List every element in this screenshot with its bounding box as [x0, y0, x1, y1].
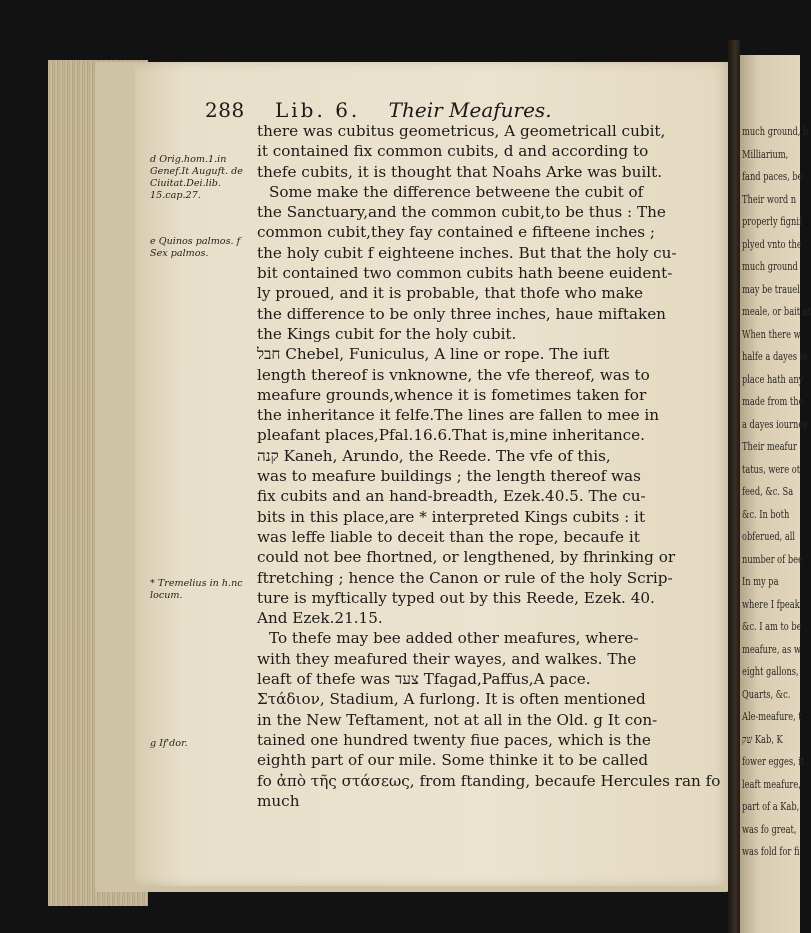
right-page-line: meafure, as w: [742, 642, 801, 656]
text-line: bit contained two common cubits hath beene euident-: [257, 264, 673, 283]
page-number: 288: [205, 98, 245, 122]
right-page-line: Their word n: [742, 192, 797, 206]
right-page-line: obferued, all: [742, 530, 796, 543]
right-page-line: Milliarium,: [742, 147, 789, 161]
right-page-line: When there w: [742, 327, 801, 341]
running-head-book: Lib. 6.: [275, 98, 361, 122]
right-page-line: may be trauel: [742, 282, 800, 296]
text-line: meafure grounds,whence it is fometimes taken for: [257, 385, 647, 404]
margin-note: d Orig.hom.1.in Genef.It Auguft. de Ciuitat.Dei.lib. 15.cap.27.: [150, 154, 243, 201]
right-page-line: plyed vnto the: [742, 237, 802, 251]
right-page-line: eight gallons,: [742, 665, 799, 678]
text-line: the Sanctuary,and the common cubit,to be thus : The: [257, 203, 666, 222]
right-page-line: meale, or bait at: [742, 305, 811, 318]
text-line: common cubit,they fay contained e fifteene inches ;: [257, 223, 656, 242]
text-line: ly proued, and it is probable, that thofe who make: [257, 284, 644, 303]
running-head-title: Their Meafures.: [388, 98, 552, 122]
right-page-line: feed, &c. Sa: [742, 485, 794, 498]
text-line: tained one hundred twenty fiue paces, which is the: [257, 730, 651, 749]
margin-note: e Quinos palmos. f Sex palmos.: [150, 236, 241, 259]
right-page-line: halfe a dayes io: [742, 350, 808, 363]
text-line: leaft of thefe was צעד Tfagad,Paffus,A pace.: [257, 670, 591, 689]
text-line: with they meafured their wayes, and walkes. The: [257, 649, 637, 668]
text-line: And Ezek.21.15.: [257, 609, 383, 628]
right-page-line: שק Kab, K: [742, 732, 783, 746]
text-line: length thereof is vnknowne, the vfe thereof, was to: [257, 365, 650, 384]
right-page-line: was fold for fi: [742, 845, 800, 858]
text-line: To thefe may bee added other meafures, where-: [269, 629, 639, 648]
text-line: the inheritance it felfe.The lines are fallen to mee in: [257, 406, 660, 425]
right-page-line: Quarts, &c.: [742, 687, 791, 701]
right-page-line: Ale-meafure, t: [742, 710, 802, 723]
right-page-line: place hath any: [742, 372, 804, 386]
text-line: the Kings cubit for the holy cubit.: [257, 324, 517, 343]
text-line: pleafant places,Pfal.16.6.That is,mine inheritance.: [257, 426, 646, 445]
text-line: the holy cubit f eighteene inches. But that the holy cu-: [257, 243, 677, 262]
text-line: was leffe liable to deceit than the rope, becaufe it: [257, 527, 640, 546]
right-page-line: tatus, were ot: [742, 462, 801, 476]
right-page-line: number of bee: [742, 552, 803, 566]
text-line: the difference to be only three inches, haue miftaken: [257, 304, 666, 323]
right-page-line: part of a Kab,: [742, 800, 800, 813]
right-page-line: leaft meafure,: [742, 777, 801, 791]
right-page-line: fand paces, be: [742, 170, 803, 183]
book-gutter: [728, 40, 740, 933]
right-page-line: was fo great,: [742, 822, 797, 836]
body-text: [257, 121, 722, 811]
right-page-line: where I fpeak: [742, 597, 800, 611]
margin-note: * Tremelius in h.nc locum.: [150, 578, 243, 601]
text-line: thefe cubits, it is thought that Noahs Arke was built.: [257, 162, 663, 181]
right-page-line: much ground: [742, 260, 798, 273]
right-page-line: a dayes iourney: [742, 417, 808, 431]
right-page-line: properly fignif: [742, 215, 803, 228]
right-page-line: &c. I am to be: [742, 620, 802, 633]
text-line: חבל Chebel, Funiculus, A line or rope. The iuft: [257, 345, 610, 364]
right-page-line: made from the: [742, 395, 804, 408]
right-page-line: fower egges, it: [742, 755, 805, 768]
text-line: קנה Kaneh, Arundo, the Reede. The vfe of this,: [257, 446, 611, 465]
text-line: ftretching ; hence the Canon or rule of the holy Scrip-: [257, 568, 673, 587]
text-line: bits in this place,are * interpreted Kings cubits : it: [257, 507, 646, 526]
text-line: fo ἀπὸ τῆς στάσεως, from ftanding, becaufe Hercules ran fo: [257, 771, 721, 790]
right-page-line: In my pa: [742, 575, 779, 588]
right-page-line: &c. In both: [742, 507, 790, 521]
right-page-line: much ground, b: [742, 125, 809, 138]
text-line: eighth part of our mile. Some thinke it to be called: [257, 751, 649, 770]
text-line: could not bee fhortned, or lengthened, by fhrinking or: [257, 548, 676, 567]
text-line: Some make the difference betweene the cubit of: [269, 182, 644, 201]
text-line: Στάδιον, Stadium, A furlong. It is often mentioned: [257, 690, 646, 709]
text-line: ture is myftically typed out by this Reede, Ezek. 40.: [257, 588, 655, 607]
running-head: [275, 98, 552, 122]
text-line: fix cubits and an hand-breadth, Ezek.40.5. The cu-: [257, 487, 646, 506]
text-line: much: [257, 791, 300, 810]
text-line: in the New Teftament, not at all in the Old. g It con-: [257, 710, 658, 729]
text-line: was to meafure buildings ; the length thereof was: [257, 467, 641, 486]
right-page-line: Their meafur: [742, 440, 797, 453]
right-page: [740, 55, 811, 933]
text-line: it contained fix common cubits, d and according to: [257, 142, 649, 161]
text-line: there was cubitus geometricus, A geometricall cubit,: [257, 122, 666, 140]
margin-note: g If'dor.: [150, 738, 188, 749]
